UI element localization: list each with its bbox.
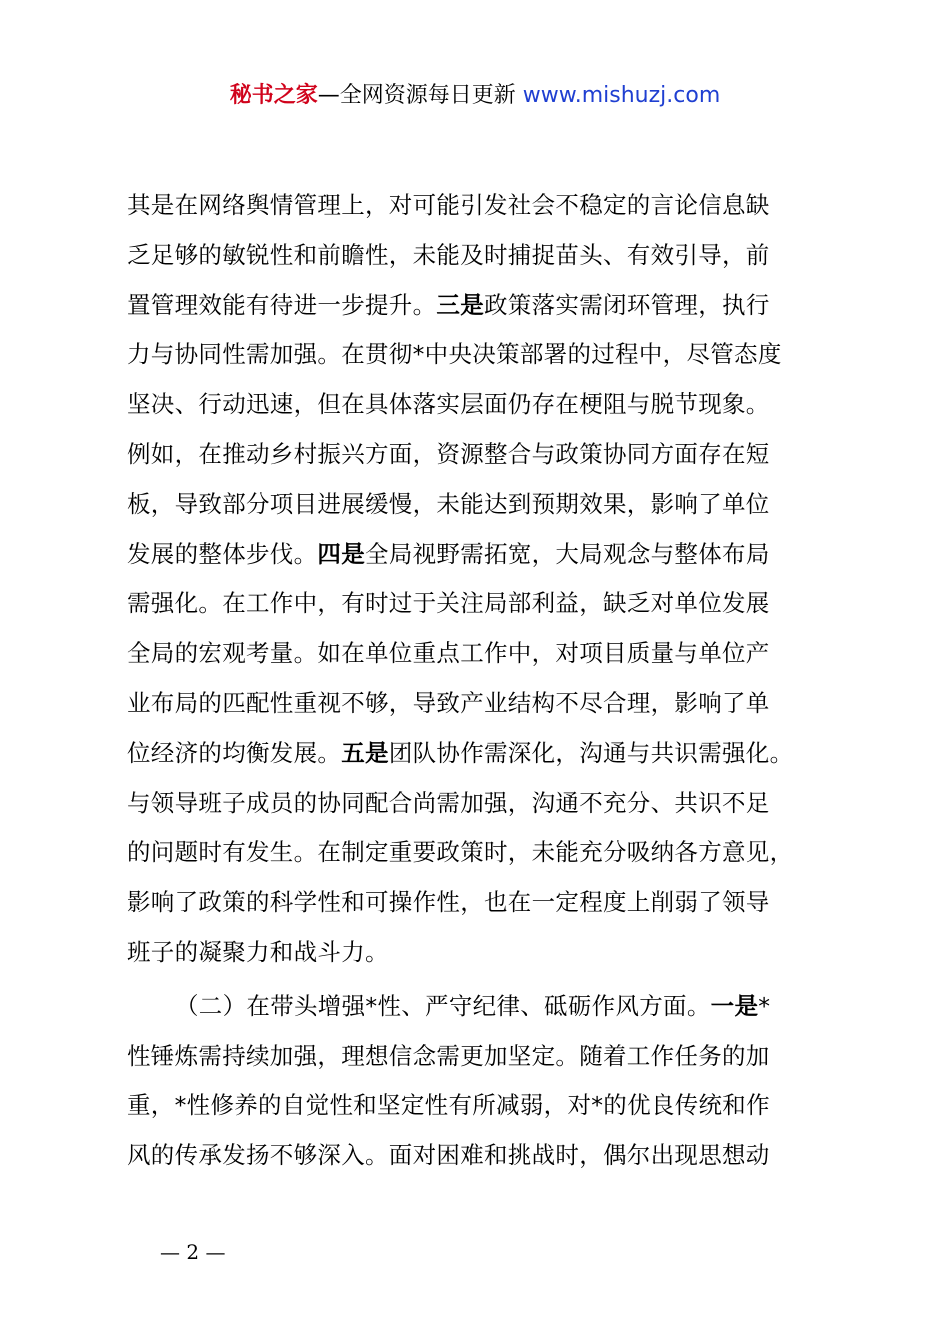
body-line: 风的传承发扬不够深入。面对困难和挑战时，偶尔出现思想动 [127,1141,770,1170]
body-line: 坚决、行动迅速，但在具体落实层面仍存在梗阻与脱节现象。 [127,390,770,419]
body-line: 其是在网络舆情管理上，对可能引发社会不稳定的言论信息缺 [127,191,770,219]
body-line: 发展的整体步伐。四是全局视野需拓宽，大局观念与整体布局 [127,539,770,568]
body-line: 全局的宏观考量。如在单位重点工作中，对项目质量与单位产 [127,639,770,668]
body-line: 板，导致部分项目进展缓慢，未能达到预期效果，影响了单位 [127,489,770,518]
body-line: 需强化。在工作中，有时过于关注局部利益，缺乏对单位发展 [127,589,770,618]
body-line: 影响了政策的科学性和可操作性，也在一定程度上削弱了领导 [127,888,770,917]
body-line: 业布局的匹配性重视不够，导致产业结构不尽合理，影响了单 [127,688,770,717]
body-line: 置管理效能有待进一步提升。三是政策落实需闭环管理，执行 [127,290,770,319]
body-line: 位经济的均衡发展。五是团队协作需深化，沟通与共识需强化。 [127,738,794,767]
body-line: 力与协同性需加强。在贯彻*中央决策部署的过程中，尽管态度 [127,340,782,369]
emphasis-label: 一是 [710,991,759,1020]
body-line: 乏足够的敏锐性和前瞻性，未能及时捕捉苗头、有效引导，前 [127,240,770,269]
body-line: 重，*性修养的自觉性和坚定性有所减弱，对*的优良传统和作 [127,1091,770,1120]
document-body [127,181,847,1181]
emphasis-label: 五是 [341,738,389,767]
body-line: 性锤炼需持续加强，理想信念需更加坚定。随着工作任务的加 [127,1041,770,1070]
site-url-link[interactable]: www.mishuzj.com [522,83,721,108]
body-line: 的问题时有发生。在制定重要政策时，未能充分吸纳各方意见， [127,838,794,867]
body-line: 班子的凝聚力和战斗力。 [127,937,389,966]
header-tagline: —全网资源每日更新 [317,83,516,108]
body-line: 例如，在推动乡村振兴方面，资源整合与政策协同方面存在短 [127,439,770,468]
page-number: — 2 — [160,1240,226,1264]
site-header [0,80,950,112]
section-heading-line: （二）在带头增强*性、严守纪律、砥砺作风方面。一是* [175,991,771,1020]
body-line: 与领导班子成员的协同配合尚需加强，沟通不充分、共识不足 [127,788,770,817]
brand-name: 秘书之家 [229,83,318,108]
emphasis-label: 三是 [436,290,485,319]
emphasis-label: 四是 [317,539,366,568]
